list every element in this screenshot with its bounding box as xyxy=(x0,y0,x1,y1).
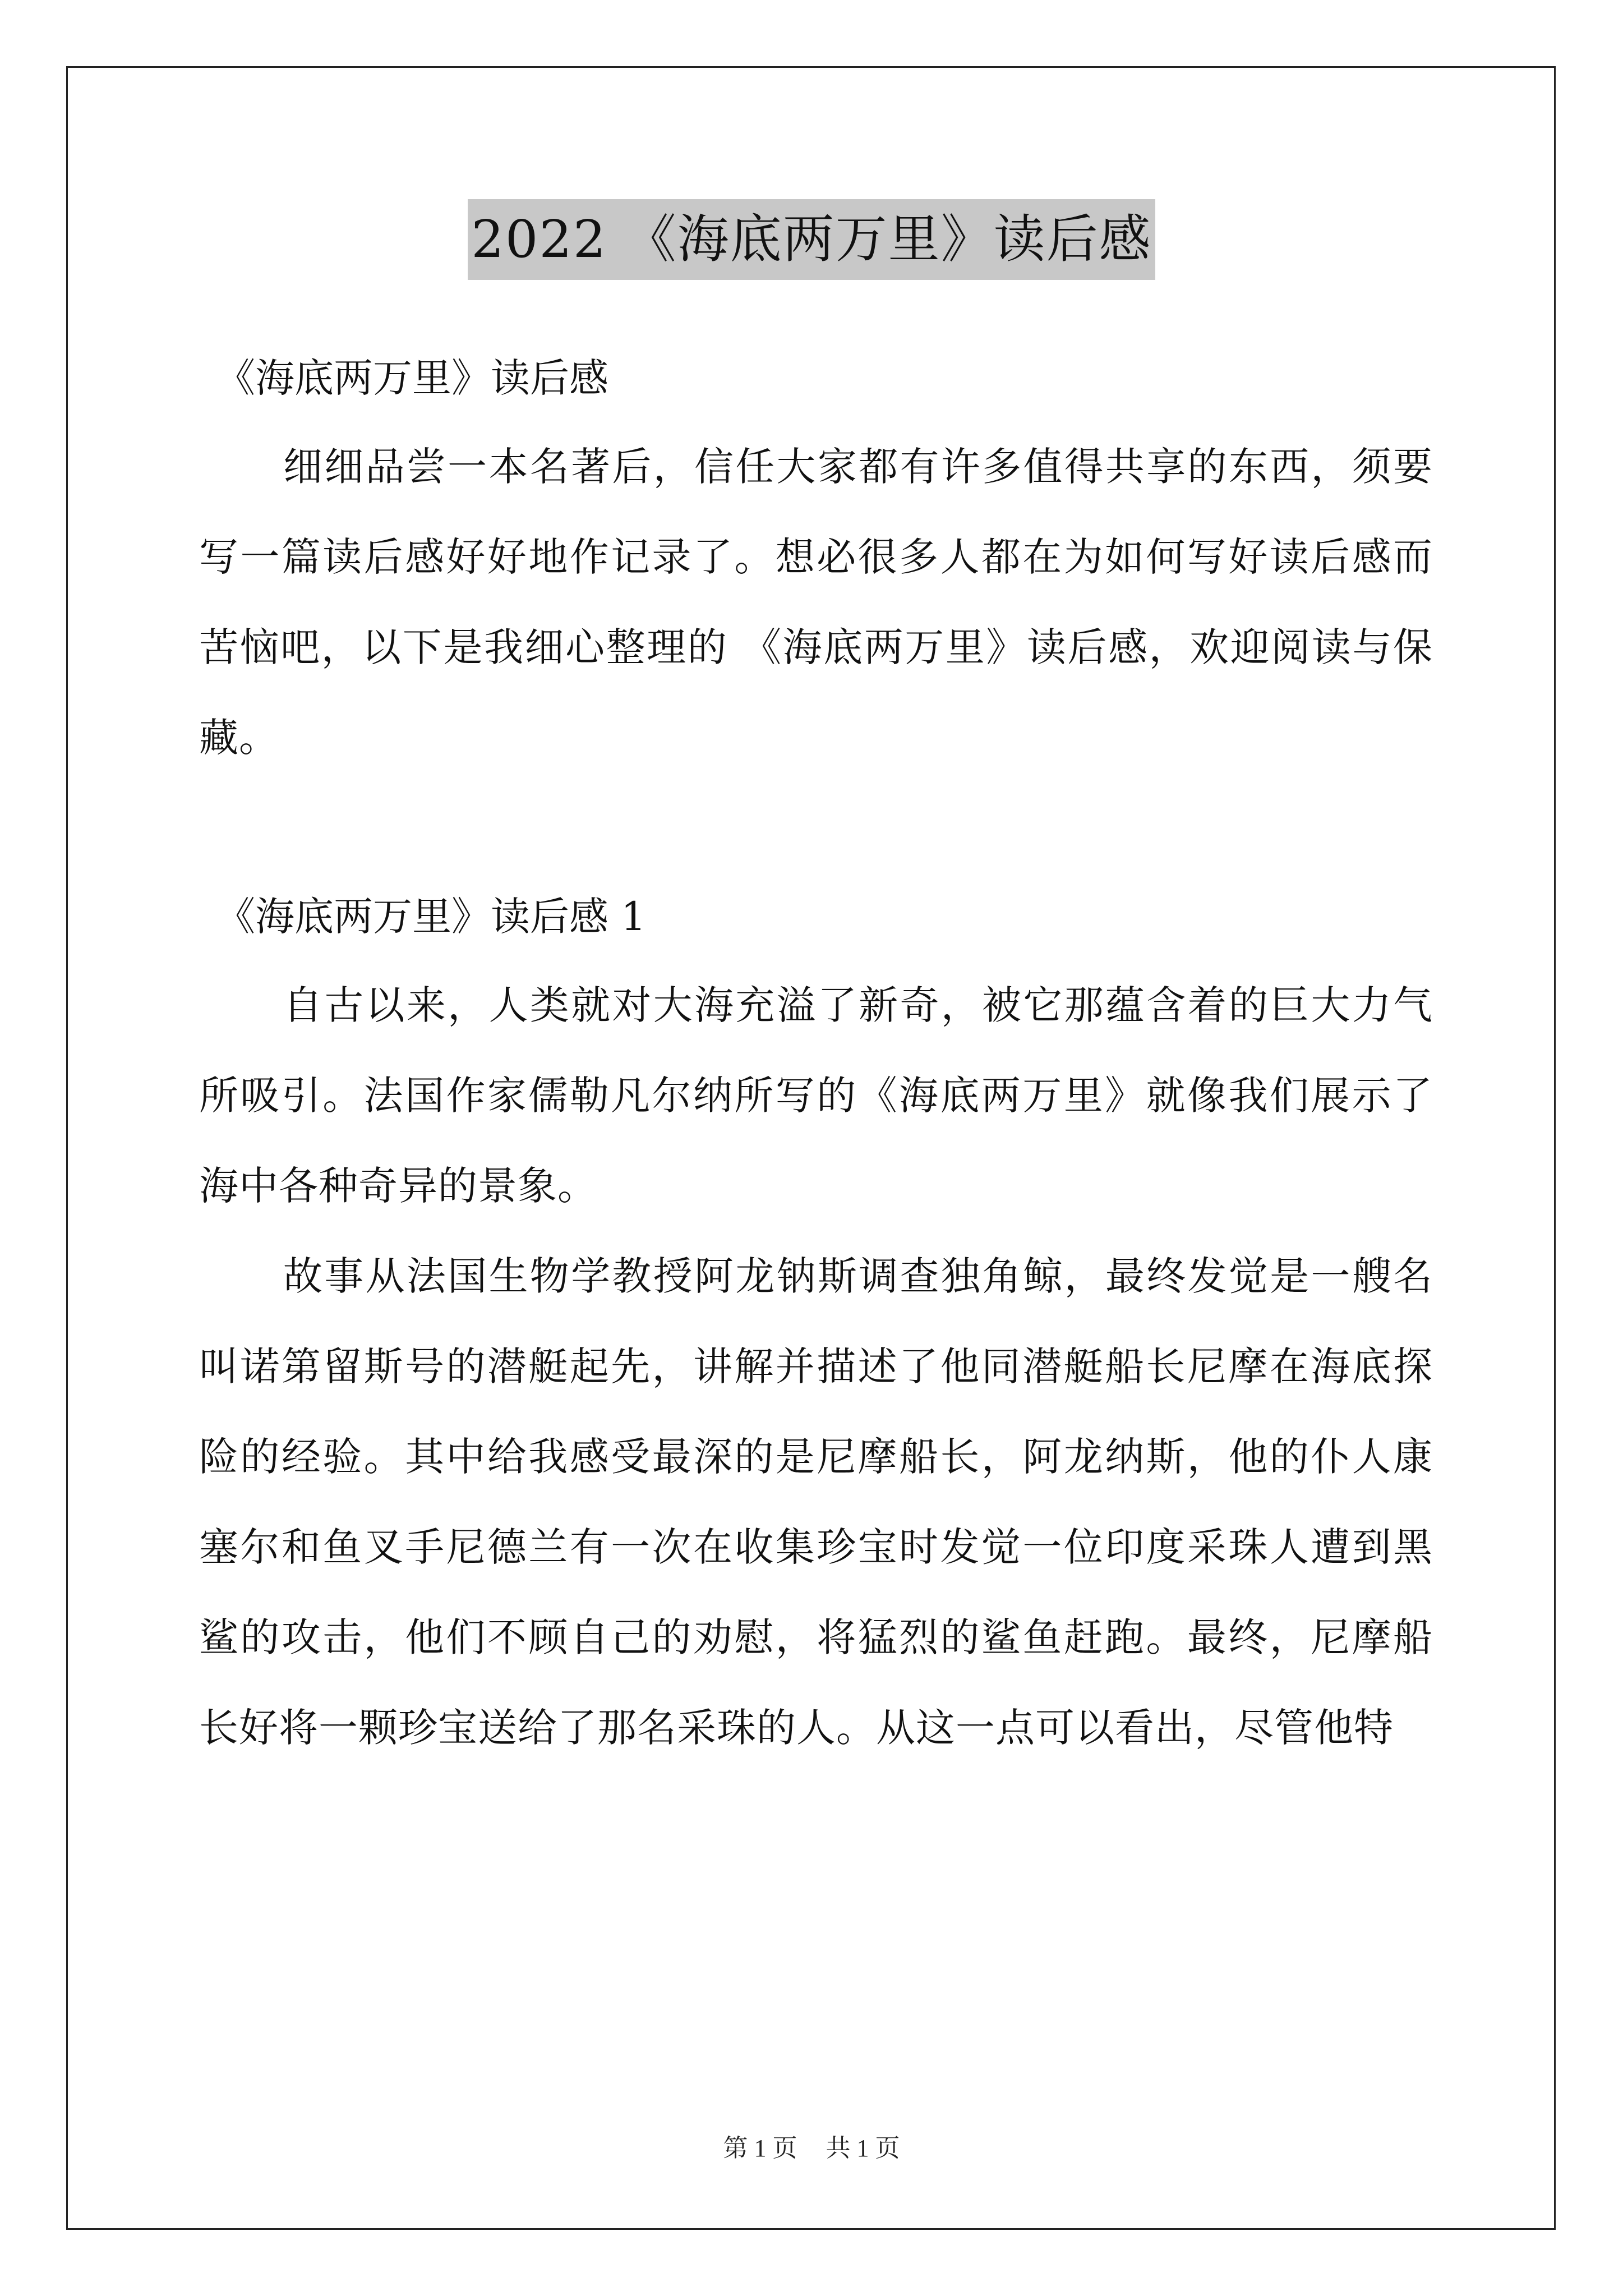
document-body xyxy=(199,334,1433,1773)
document-title: 2022 《海底两万里》读后感 xyxy=(468,199,1155,280)
intro-heading: 《海底两万里》读后感 xyxy=(216,355,608,401)
intro-paragraph: 细细品尝一本名著后，信任大家都有许多值得共享的东西，须要写一篇读后感好好地作记录了。想必很多人都在为如何写好读后感而苦恼吧，以下是我细心整理的 《海底两万里》读后感，欢迎阅读与保藏。 xyxy=(199,444,1433,761)
section-1-heading: 《海底两万里》读后感 1 xyxy=(216,894,646,940)
page-total: 共 1 页 xyxy=(826,2134,900,2162)
section-spacer xyxy=(199,783,1433,873)
section-1-paragraph-1: 自古以来，人类就对大海充溢了新奇，被它那蕴含着的巨大力气所吸引。法国作家儒勒凡尔纳所写的《海底两万里》就像我们展示了海中各种奇异的景象。 xyxy=(199,982,1433,1209)
title-container xyxy=(0,199,1623,280)
page-footer xyxy=(0,2132,1623,2165)
page-number: 第 1 页 xyxy=(723,2134,797,2162)
section-1-paragraph-2: 故事从法国生物学教授阿龙钠斯调查独角鲸，最终发觉是一艘名叫诺第留斯号的潜艇起先，讲解并描述了他同潜艇船长尼摩在海底探险的经验。其中给我感受最深的是尼摩船长，阿龙纳斯，他的仆人康塞尔和鱼叉手尼德兰有一次在收集珍宝时发觉一位印度采珠人遭到黑鲨的攻击，他们不顾自己的劝慰，将猛烈的鲨鱼赶跑。最终，尼摩船长好将一颗珍宝送给了那名采珠的人。从这一点可以看出，尽管他特 xyxy=(199,1253,1433,1751)
